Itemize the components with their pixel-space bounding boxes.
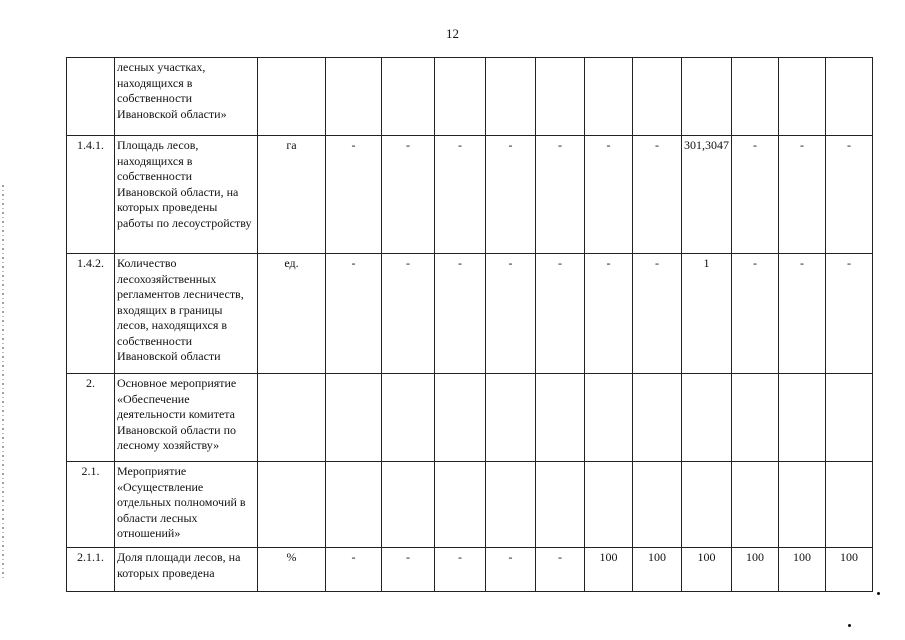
value-cell (682, 462, 732, 548)
value-cell (382, 462, 435, 548)
scan-speck (877, 592, 880, 595)
row-description: лесных участках, находящихся в собственности Ивановской области» (115, 58, 258, 136)
value-cell (779, 58, 826, 136)
value-cell: - (382, 136, 435, 254)
row-unit (258, 374, 326, 462)
table-row (67, 254, 873, 374)
value-cell: - (382, 548, 435, 592)
value-cell (682, 374, 732, 462)
value-cell (732, 374, 779, 462)
value-cell: - (779, 136, 826, 254)
value-cell (779, 462, 826, 548)
value-cell: 1 (682, 254, 732, 374)
value-cell (382, 58, 435, 136)
value-cell (435, 58, 486, 136)
value-cell: - (779, 254, 826, 374)
value-cell: - (585, 254, 633, 374)
row-description: Доля площади лесов, на которых проведена (115, 548, 258, 592)
row-number: 2.1.1. (67, 548, 115, 592)
value-cell: - (435, 254, 486, 374)
value-cell (633, 58, 682, 136)
page-number: 12 (446, 26, 459, 41)
value-cell: - (486, 254, 536, 374)
value-cell (585, 462, 633, 548)
row-unit (258, 462, 326, 548)
table-row (67, 462, 873, 548)
value-cell (826, 58, 873, 136)
value-cell (382, 374, 435, 462)
value-cell (682, 58, 732, 136)
row-number: 1.4.2. (67, 254, 115, 374)
value-cell (326, 374, 382, 462)
value-cell (585, 58, 633, 136)
value-cell: - (732, 136, 779, 254)
row-description: Основное мероприятие «Обеспечение деятельности комитета Ивановской области по лесному хозяйству» (115, 374, 258, 462)
value-cell: 100 (633, 548, 682, 592)
value-cell: 100 (682, 548, 732, 592)
value-cell: - (633, 254, 682, 374)
table-row (67, 548, 873, 592)
value-cell (326, 462, 382, 548)
value-cell: - (536, 136, 585, 254)
value-cell (779, 374, 826, 462)
value-cell: 100 (826, 548, 873, 592)
value-cell (486, 462, 536, 548)
row-description: Мероприятие «Осуществление отдельных полномочий в области лесных отношений» (115, 462, 258, 548)
value-cell: 100 (779, 548, 826, 592)
row-number (67, 58, 115, 136)
table-row (67, 58, 873, 136)
value-cell (732, 462, 779, 548)
row-unit: ед. (258, 254, 326, 374)
value-cell (536, 462, 585, 548)
value-cell (826, 462, 873, 548)
value-cell (486, 374, 536, 462)
value-cell: - (486, 136, 536, 254)
table-row (67, 136, 873, 254)
value-cell (826, 374, 873, 462)
value-cell: - (326, 548, 382, 592)
value-cell: - (633, 136, 682, 254)
value-cell: - (536, 254, 585, 374)
row-number: 2.1. (67, 462, 115, 548)
row-unit (258, 58, 326, 136)
value-cell: - (486, 548, 536, 592)
value-cell: - (435, 136, 486, 254)
indicators-table (66, 57, 873, 592)
value-cell: - (732, 254, 779, 374)
value-cell: - (326, 136, 382, 254)
row-description: Количество лесохозяйственных регламентов лесничеств, входящих в границы лесов, находящихся в собственности Ивановской области (115, 254, 258, 374)
row-unit: га (258, 136, 326, 254)
value-cell (435, 462, 486, 548)
value-cell: 100 (732, 548, 779, 592)
value-cell: - (326, 254, 382, 374)
table-row (67, 374, 873, 462)
row-number: 1.4.1. (67, 136, 115, 254)
value-cell (435, 374, 486, 462)
value-cell: - (536, 548, 585, 592)
value-cell: - (382, 254, 435, 374)
row-description: Площадь лесов, находящихся в собственности Ивановской области, на которых проведены работы по лесоустройству (115, 136, 258, 254)
row-unit: % (258, 548, 326, 592)
value-cell (633, 374, 682, 462)
value-cell: 301,3047 (682, 136, 732, 254)
value-cell (536, 374, 585, 462)
scan-edge-artifact (2, 185, 4, 580)
value-cell (536, 58, 585, 136)
value-cell (633, 462, 682, 548)
value-cell: - (585, 136, 633, 254)
value-cell: 100 (585, 548, 633, 592)
value-cell (326, 58, 382, 136)
value-cell: - (435, 548, 486, 592)
value-cell (486, 58, 536, 136)
value-cell (585, 374, 633, 462)
value-cell (732, 58, 779, 136)
row-number: 2. (67, 374, 115, 462)
value-cell: - (826, 136, 873, 254)
value-cell: - (826, 254, 873, 374)
scan-speck (848, 624, 851, 627)
